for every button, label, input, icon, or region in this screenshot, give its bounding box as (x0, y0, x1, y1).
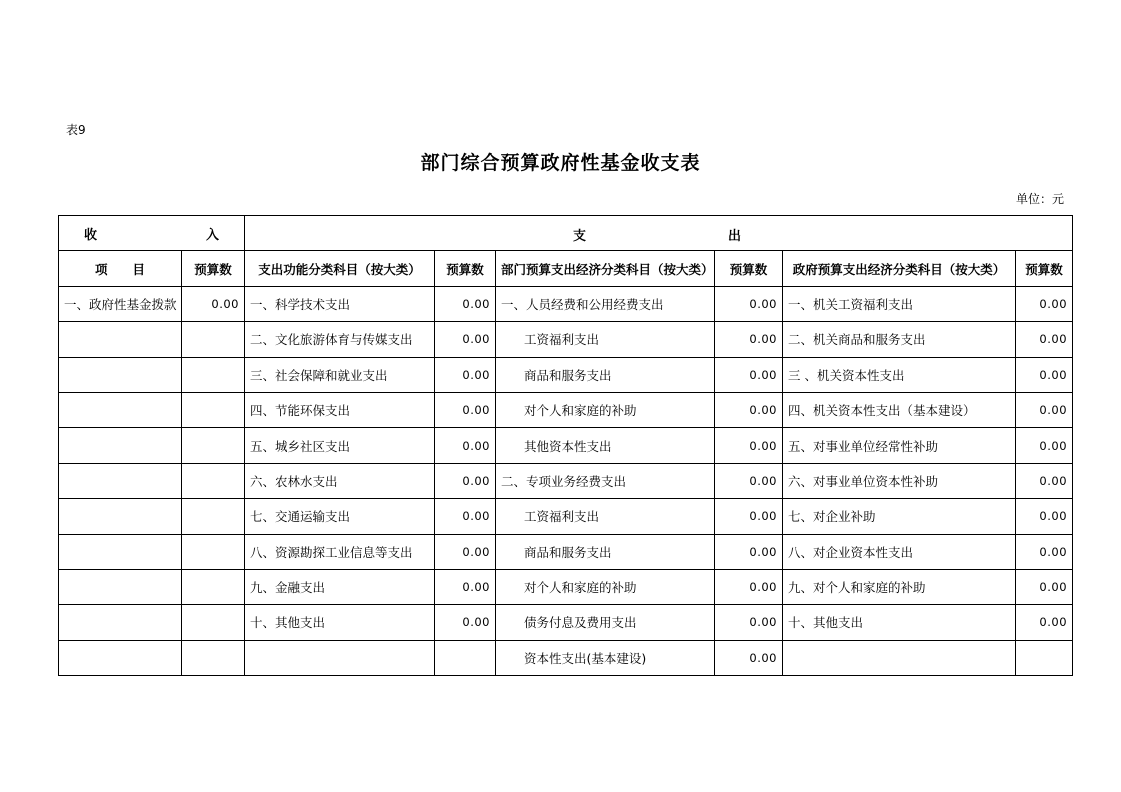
gov-amount-cell: 0.00 (1016, 357, 1073, 392)
func-item-cell: 六、农林水支出 (245, 463, 435, 498)
income-amount-cell (182, 534, 245, 569)
table-row (59, 534, 1073, 569)
dept-amount-cell: 0.00 (715, 428, 783, 463)
func-amount-cell: 0.00 (435, 463, 496, 498)
expense-header-right: 出 (728, 229, 742, 245)
dept-item-cell: 对个人和家庭的补助 (496, 569, 715, 604)
section-header-row (59, 216, 1073, 251)
dept-item-cell: 债务付息及费用支出 (496, 605, 715, 640)
income-item-cell (59, 499, 182, 534)
dept-amount-cell: 0.00 (715, 357, 783, 392)
col-header-gov-econ-class: 政府预算支出经济分类科目（按大类） (783, 251, 1016, 286)
func-amount-cell: 0.00 (435, 392, 496, 427)
func-amount-cell: 0.00 (435, 605, 496, 640)
gov-amount-cell: 0.00 (1016, 534, 1073, 569)
income-item-cell (59, 605, 182, 640)
income-amount-cell (182, 640, 245, 675)
dept-item-cell: 商品和服务支出 (496, 357, 715, 392)
page-title: 部门综合预算政府性基金收支表 (420, 152, 701, 174)
dept-amount-cell: 0.00 (715, 534, 783, 569)
gov-item-cell: 九、对个人和家庭的补助 (783, 569, 1016, 604)
gov-item-cell: 四、机关资本性支出（基本建设） (783, 392, 1016, 427)
dept-amount-cell: 0.00 (715, 286, 783, 321)
gov-item-cell: 十、其他支出 (783, 605, 1016, 640)
func-amount-cell: 0.00 (435, 534, 496, 569)
table-row (59, 428, 1073, 463)
func-item-cell: 十、其他支出 (245, 605, 435, 640)
gov-amount-cell: 0.00 (1016, 286, 1073, 321)
gov-item-cell (783, 640, 1016, 675)
func-item-cell: 九、金融支出 (245, 569, 435, 604)
gov-item-cell: 二、机关商品和服务支出 (783, 322, 1016, 357)
gov-item-cell: 一、机关工资福利支出 (783, 286, 1016, 321)
col-header-dept-econ-class: 部门预算支出经济分类科目（按大类） (496, 251, 715, 286)
func-item-cell: 二、文化旅游体育与传媒支出 (245, 322, 435, 357)
gov-amount-cell: 0.00 (1016, 463, 1073, 498)
expense-header-left: 支 (573, 229, 587, 245)
gov-amount-cell: 0.00 (1016, 499, 1073, 534)
gov-item-cell: 八、对企业资本性支出 (783, 534, 1016, 569)
func-amount-cell: 0.00 (435, 499, 496, 534)
col-header-budget-gov: 预算数 (1016, 251, 1073, 286)
gov-item-cell: 六、对事业单位资本性补助 (783, 463, 1016, 498)
dept-item-cell: 一、人员经费和公用经费支出 (496, 286, 715, 321)
gov-amount-cell: 0.00 (1016, 605, 1073, 640)
func-item-cell: 五、城乡社区支出 (245, 428, 435, 463)
table-row (59, 357, 1073, 392)
unit-label: 单位：元 (1015, 192, 1064, 206)
gov-amount-cell (1016, 640, 1073, 675)
income-item-cell (59, 392, 182, 427)
gov-amount-cell: 0.00 (1016, 392, 1073, 427)
dept-amount-cell: 0.00 (715, 392, 783, 427)
col-header-func-class: 支出功能分类科目（按大类） (245, 251, 435, 286)
gov-item-cell: 三 、机关资本性支出 (783, 357, 1016, 392)
func-item-cell: 三、社会保障和就业支出 (245, 357, 435, 392)
func-amount-cell (435, 640, 496, 675)
dept-item-cell: 工资福利支出 (496, 499, 715, 534)
income-section-header (59, 216, 245, 251)
table-row (59, 640, 1073, 675)
dept-item-cell: 资本性支出(基本建设) (496, 640, 715, 675)
income-item-cell (59, 322, 182, 357)
income-amount-cell (182, 569, 245, 604)
func-item-cell: 一、科学技术支出 (245, 286, 435, 321)
func-amount-cell: 0.00 (435, 322, 496, 357)
func-amount-cell: 0.00 (435, 357, 496, 392)
col-header-budget-income: 预算数 (182, 251, 245, 286)
budget-table (58, 215, 1073, 676)
income-item-cell (59, 640, 182, 675)
income-item-cell (59, 428, 182, 463)
column-header-row (59, 251, 1073, 286)
dept-item-cell: 对个人和家庭的补助 (496, 392, 715, 427)
gov-amount-cell: 0.00 (1016, 428, 1073, 463)
income-amount-cell (182, 428, 245, 463)
table-row (59, 463, 1073, 498)
gov-item-cell: 五、对事业单位经常性补助 (783, 428, 1016, 463)
income-item-cell (59, 569, 182, 604)
dept-amount-cell: 0.00 (715, 569, 783, 604)
dept-item-cell: 二、专项业务经费支出 (496, 463, 715, 498)
dept-item-cell: 其他资本性支出 (496, 428, 715, 463)
table-row (59, 569, 1073, 604)
dept-amount-cell: 0.00 (715, 605, 783, 640)
col-header-item: 项 目 (59, 251, 182, 286)
dept-amount-cell: 0.00 (715, 322, 783, 357)
income-item-cell (59, 534, 182, 569)
dept-amount-cell: 0.00 (715, 463, 783, 498)
func-item-cell: 八、资源勘探工业信息等支出 (245, 534, 435, 569)
income-amount-cell (182, 499, 245, 534)
gov-item-cell: 七、对企业补助 (783, 499, 1016, 534)
income-header-right: 入 (205, 227, 219, 243)
income-amount-cell (182, 357, 245, 392)
income-item-cell (59, 357, 182, 392)
income-header-left: 收 (84, 227, 98, 243)
func-amount-cell: 0.00 (435, 569, 496, 604)
col-header-budget-dept: 预算数 (715, 251, 783, 286)
income-amount-cell (182, 463, 245, 498)
col-header-budget-func: 预算数 (435, 251, 496, 286)
table-row (59, 286, 1073, 321)
gov-amount-cell: 0.00 (1016, 322, 1073, 357)
func-item-cell (245, 640, 435, 675)
func-item-cell: 四、节能环保支出 (245, 392, 435, 427)
dept-amount-cell: 0.00 (715, 640, 783, 675)
table-row (59, 322, 1073, 357)
func-item-cell: 七、交通运输支出 (245, 499, 435, 534)
income-amount-cell: 0.00 (182, 286, 245, 321)
table-row (59, 499, 1073, 534)
dept-item-cell: 商品和服务支出 (496, 534, 715, 569)
income-amount-cell (182, 605, 245, 640)
func-amount-cell: 0.00 (435, 428, 496, 463)
dept-item-cell: 工资福利支出 (496, 322, 715, 357)
func-amount-cell: 0.00 (435, 286, 496, 321)
income-item-cell (59, 463, 182, 498)
expense-section-header (245, 216, 1073, 251)
income-item-cell: 一、政府性基金拨款 (59, 286, 182, 321)
table-row (59, 605, 1073, 640)
table-row (59, 392, 1073, 427)
income-amount-cell (182, 322, 245, 357)
table-number: 表9 (66, 123, 86, 137)
gov-amount-cell: 0.00 (1016, 569, 1073, 604)
income-amount-cell (182, 392, 245, 427)
dept-amount-cell: 0.00 (715, 499, 783, 534)
